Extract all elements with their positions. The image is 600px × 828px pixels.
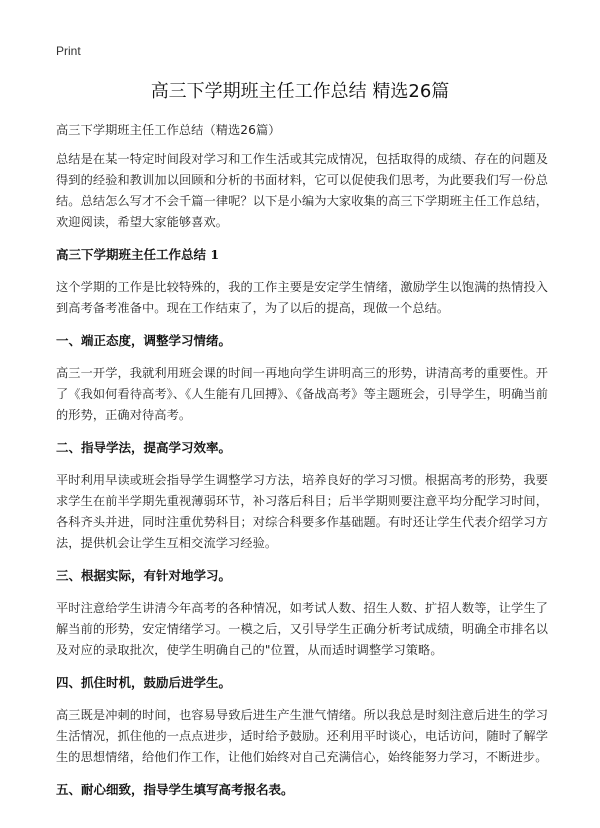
section-heading: 四、抓住时机，鼓励后进学生。 — [56, 675, 232, 690]
section-paragraph: 平时利用早读或班会指导学生调整学习方法，培养良好的学习习惯。根据高考的形势，我要求学生在前半学期先重视薄弱环节，补习落后科目；后半学期则要注意平均分配学习时间，各科齐头并进，同时注重优势科目；对综合科要多作基础题。有时还让学生代表介绍学习方法，提供机会让学生互相交流学习经验。 — [56, 473, 548, 550]
print-link[interactable]: Print — [56, 44, 81, 58]
article-body — [56, 120, 548, 812]
section-heading: 二、指导学法，提高学习效率。 — [56, 440, 232, 455]
page-title: 高三下学期班主任工作总结 精选26篇 — [150, 81, 450, 102]
article-subtitle: 高三下学期班主任工作总结（精选26篇） — [56, 123, 281, 137]
summary-intro-paragraph: 这个学期的工作是比较特殊的，我的工作主要是安定学生情绪，激励学生以饱满的热情投入到高考备考准备中。现在工作结束了，为了以后的提高，现做一个总结。 — [56, 280, 548, 315]
summary-heading: 高三下学期班主任工作总结 1 — [56, 247, 220, 262]
section-heading: 一、端正态度，调整学习情绪。 — [56, 333, 232, 348]
intro-paragraph: 总结是在某一特定时间段对学习和工作生活或其完成情况，包括取得的成绩、存在的问题及得到的经验和教训加以回顾和分析的书面材料，它可以促使我们思考，为此要我们写一份总结。总结怎么写才不会千篇一律呢？以下是小编为大家收集的高三下学期班主任工作总结，欢迎阅读，希望大家能够喜欢。 — [56, 152, 548, 229]
section-heading: 五、耐心细致，指导学生填写高考报名表。 — [56, 782, 294, 797]
section-heading: 三、根据实际，有针对地学习。 — [56, 568, 232, 583]
section-paragraph: 高三既是冲刺的时间，也容易导致后进生产生泄气情绪。所以我总是时刻注意后进生的学习生活情况，抓住他的一点点进步，适时给予鼓励。还利用平时谈心，电话访问，随时了解学生的思想情绪，给他们作工作，让他们始终对自己充满信心，始终能努力学习，不断进步。 — [56, 708, 548, 764]
section-paragraph: 平时注意给学生讲清今年高考的各种情况，如考试人数、招生人数、扩招人数等，让学生了解当前的形势，安定情绪学习。一模之后，又引导学生正确分析考试成绩，明确全市排名以及对应的录取批次，使学生明确自己的"位置，从而适时调整学习策略。 — [56, 601, 548, 657]
section-paragraph: 高三一开学，我就利用班会课的时间一再地向学生讲明高三的形势，讲清高考的重要性。开了《我如何看待高考》、《人生能有几回搏》、《备战高考》等主题班会，引导学生，明确当前的形势，正确对待高考。 — [56, 366, 548, 422]
